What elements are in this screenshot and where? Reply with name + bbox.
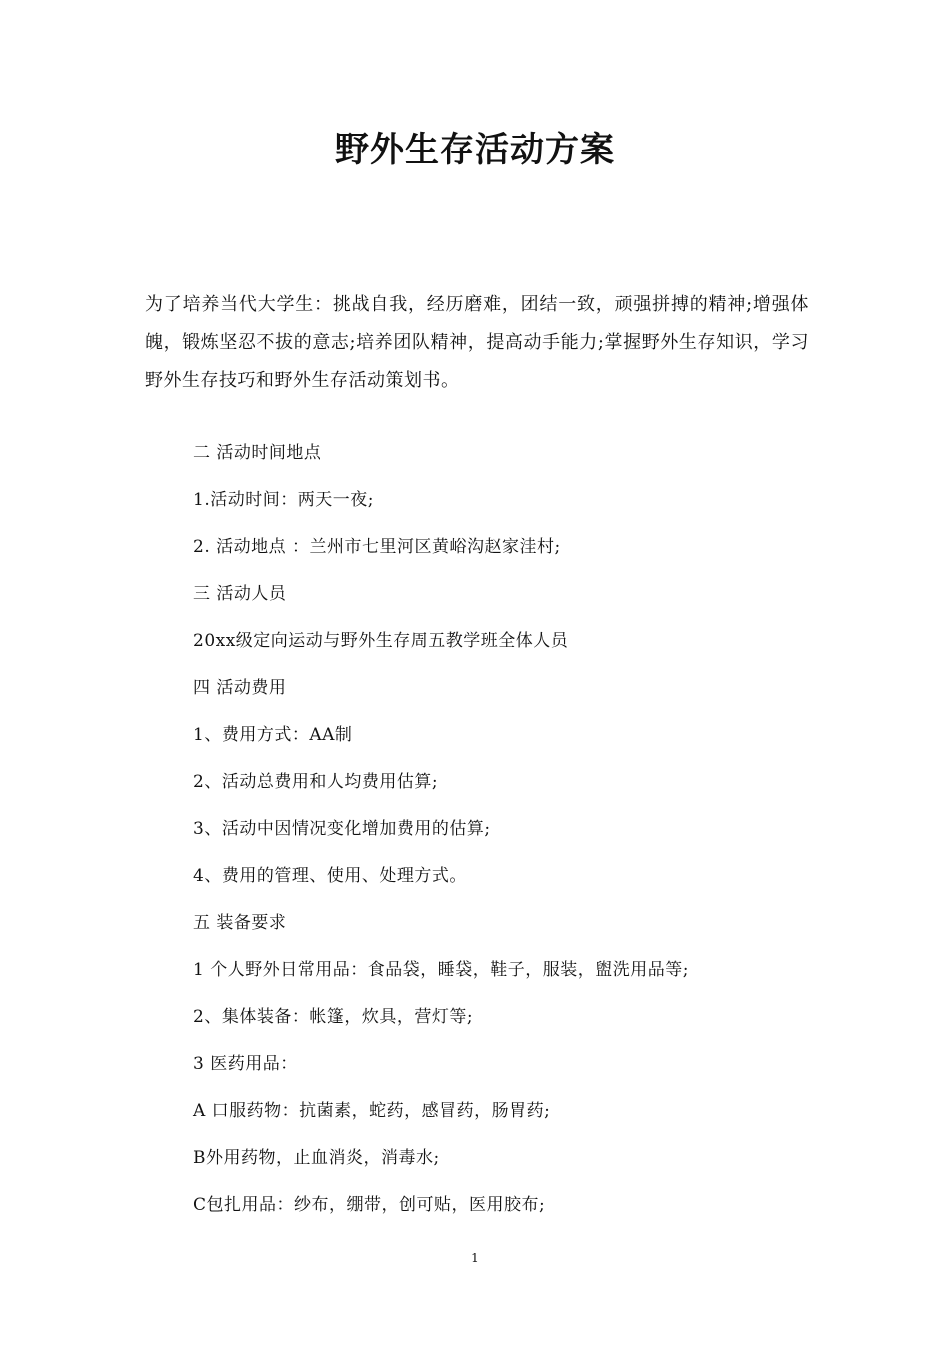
document-title: 野外生存活动方案 xyxy=(335,130,615,170)
section-heading-costs: 四 活动费用 xyxy=(193,678,287,698)
list-item: 1 个人野外日常用品：食品袋，睡袋，鞋子，服装，盥洗用品等; xyxy=(193,960,689,980)
section-heading-time-place: 二 活动时间地点 xyxy=(193,443,322,463)
list-item: 3、活动中因情况变化增加费用的估算; xyxy=(193,819,491,839)
list-item: 4、费用的管理、使用、处理方式。 xyxy=(193,866,467,886)
list-item: 1、费用方式：AA制 xyxy=(193,725,353,745)
list-item: 1.活动时间：两天一夜; xyxy=(193,490,374,510)
list-item: 2、集体装备：帐篷，炊具，营灯等; xyxy=(193,1007,474,1027)
section-heading-participants: 三 活动人员 xyxy=(193,584,287,604)
list-item: C包扎用品：纱布，绷带，创可贴，医用胶布; xyxy=(193,1195,546,1215)
list-item: A 口服药物：抗菌素，蛇药，感冒药，肠胃药; xyxy=(193,1101,551,1121)
list-item: 2. 活动地点 ：兰州市七里河区黄峪沟赵家洼村; xyxy=(193,537,561,557)
list-item: B外用药物，止血消炎，消毒水; xyxy=(193,1148,440,1168)
section-heading-equipment: 五 装备要求 xyxy=(193,913,287,933)
intro-paragraph: 为了培养当代大学生：挑战自我，经历磨难，团结一致，顽强拼搏的精神;增强体魄，锻炼坚忍不拔的意志;培养团队精神，提高动手能力;掌握野外生存知识，学习野外生存技巧和野外生存活动策划书。 xyxy=(145,294,809,391)
list-item: 20xx级定向运动与野外生存周五教学班全体人员 xyxy=(193,631,569,651)
page-number: 1 xyxy=(471,1251,479,1265)
list-item: 2、活动总费用和人均费用估算; xyxy=(193,772,439,792)
list-item: 3 医药用品： xyxy=(193,1054,298,1074)
